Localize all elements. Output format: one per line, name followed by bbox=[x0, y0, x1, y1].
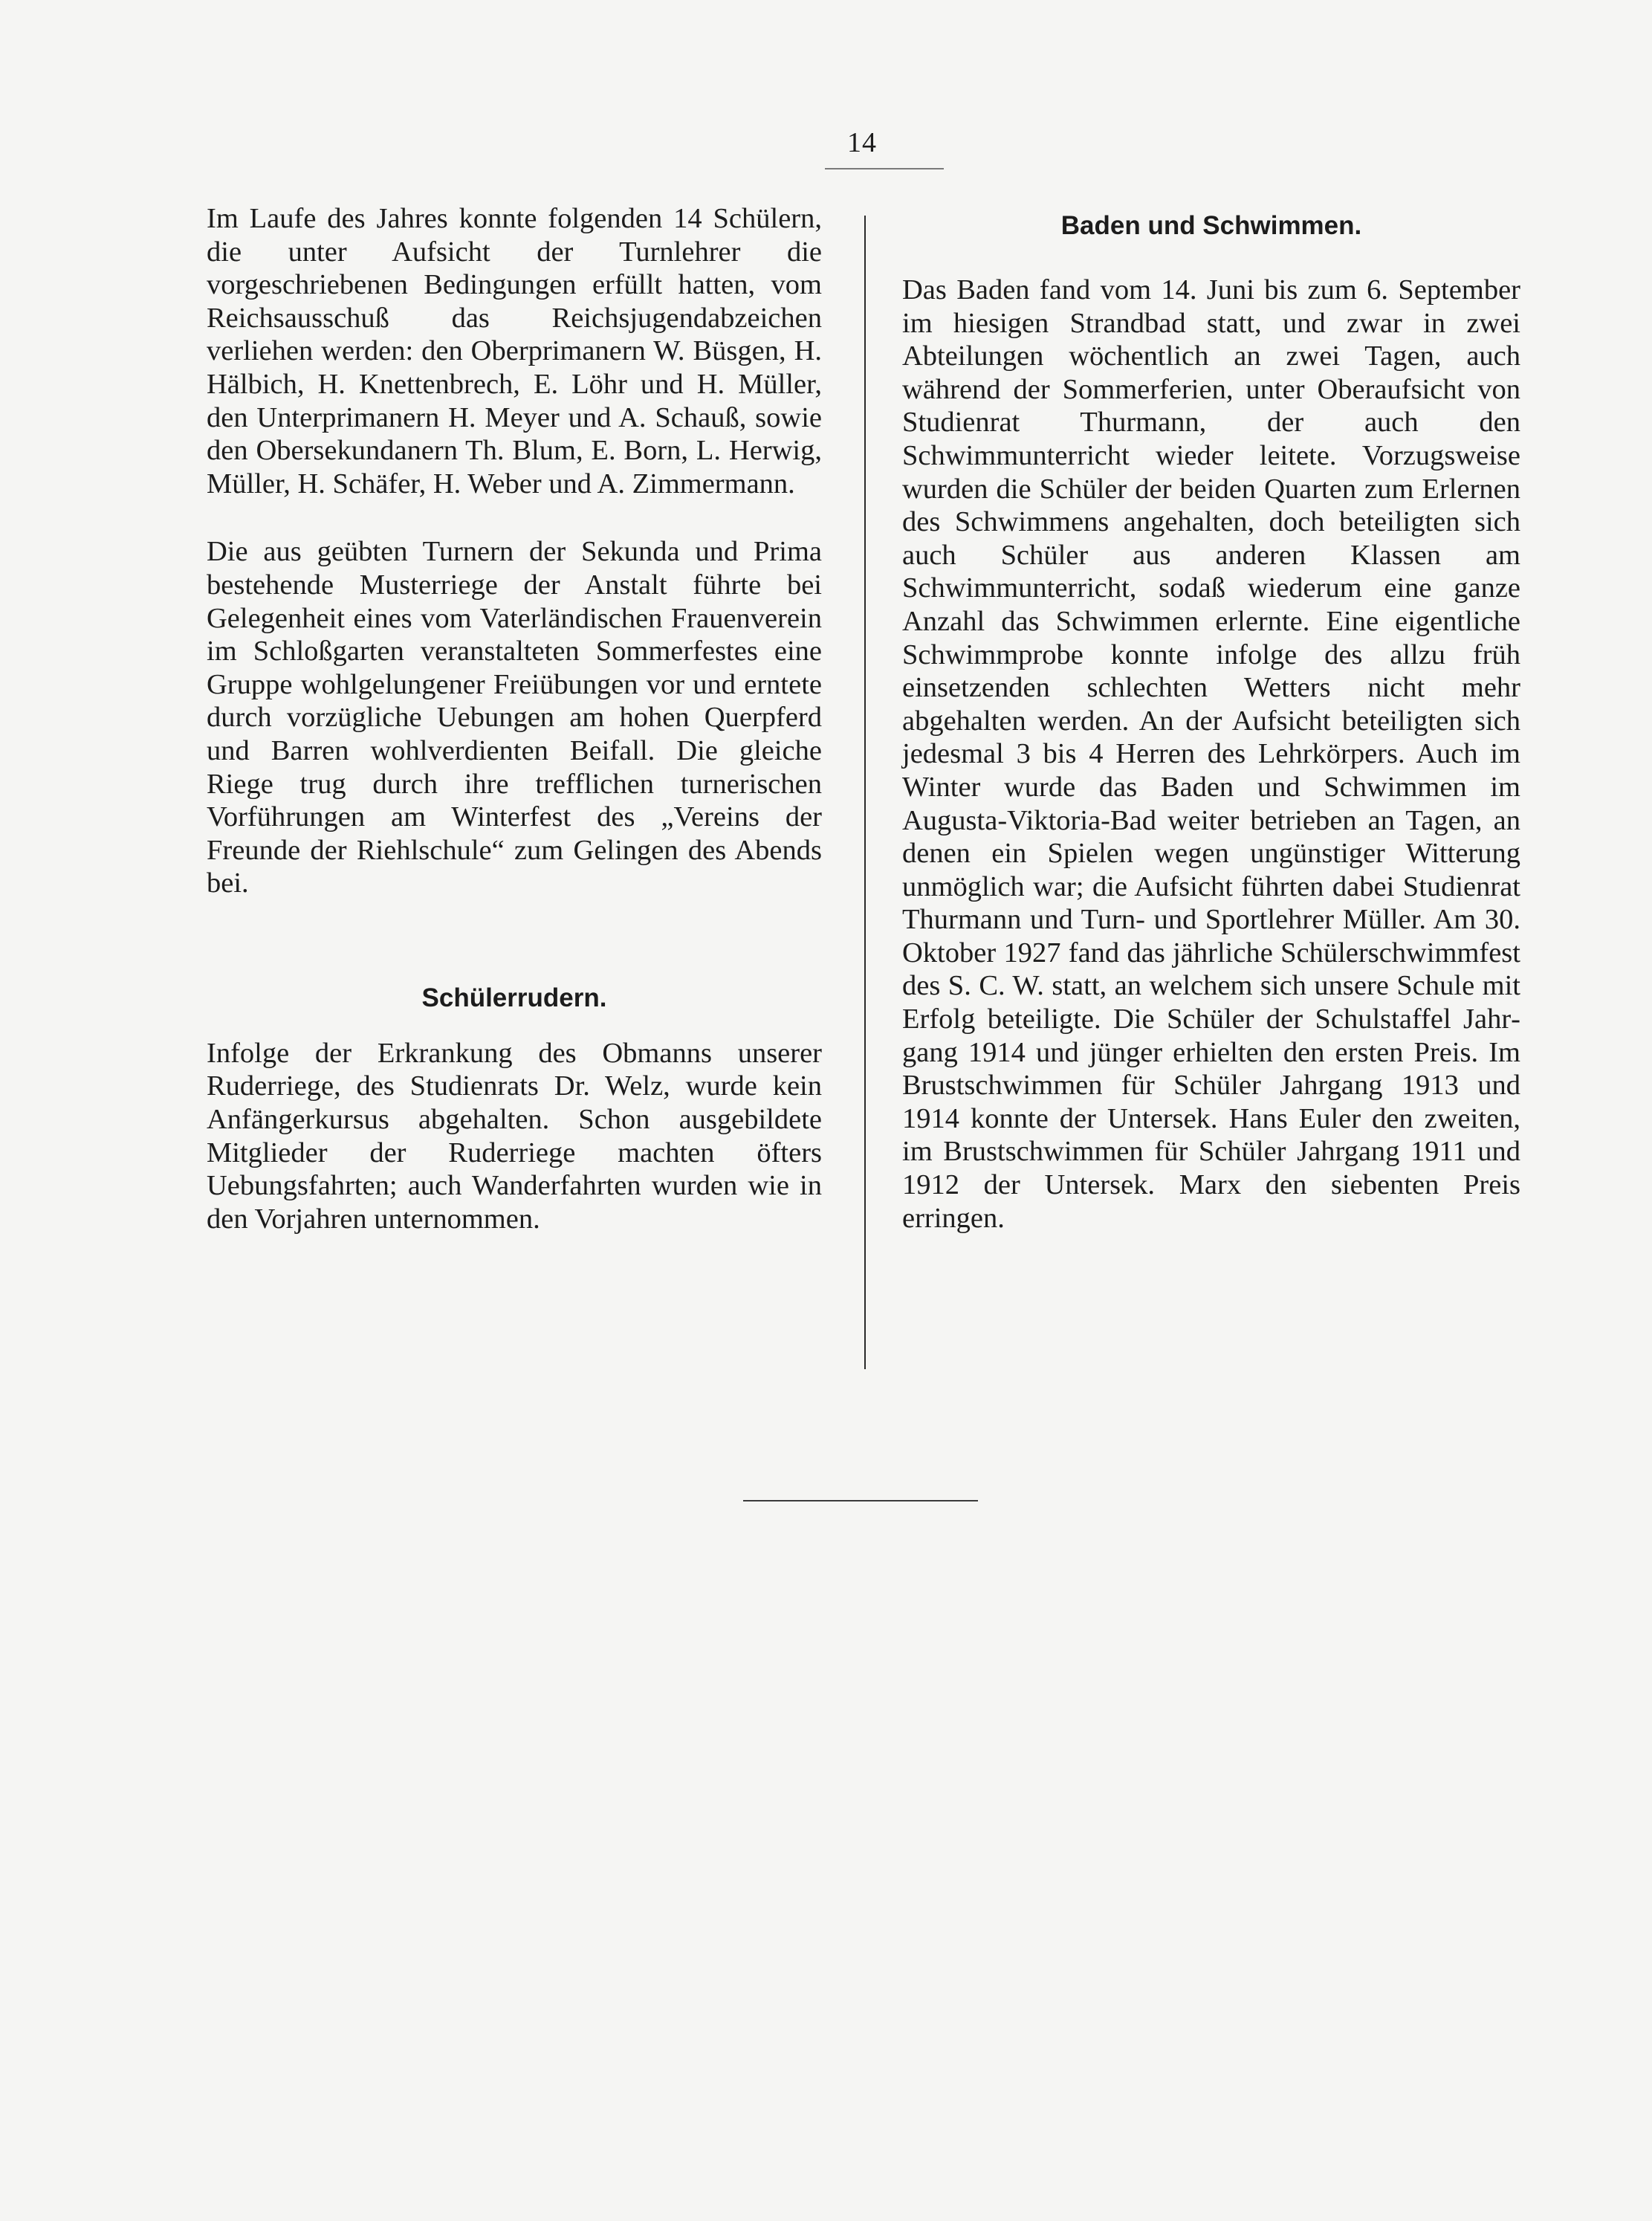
page-number-rule bbox=[825, 168, 944, 169]
rowing-paragraph: Infolge der Erkrankung des Obmanns unserer Ruderriege, des Studienrats Dr. Welz, wurde kein Anfängerkursus abgehalten. Schon ausgebildete Mitglieder der Ruderriege machten öfters Uebungsfahrten; auch Wanderfahrten wurden wie in den Vorjahren unternommen. bbox=[207, 1037, 822, 1235]
closing-rule bbox=[743, 1500, 978, 1501]
reichsjugendabzeichen-paragraph: Im Laufe des Jahres konnte folgenden 14 Schülern, die unter Aufsicht der Turnlehrer die vorgeschriebenen Bedingungen erfüllt hatten, vom Reichsausschuß das Reichsjugendabzeichen verliehen werden: den Oberprimanern W. Büsgen, H. Hälbich, H. Knettenbrech, E. Löhr und H. Müller, den Unterprimanern H. Meyer und A. Schauß, sowie den Obersekundanern Th. Blum, E. Born, L. Herwig, Müller, H. Schäfer, H. Weber und A. Zimmermann. bbox=[207, 203, 822, 500]
swimming-heading: Baden und Schwimmen. bbox=[1060, 211, 1362, 240]
page-number: 14 bbox=[847, 127, 877, 158]
column-divider bbox=[864, 216, 866, 1369]
left-column bbox=[207, 202, 822, 1235]
swimming-paragraph: Das Baden fand vom 14. Juni bis zum 6. September im hiesigen Strandbad statt, und zwar in zwei Abteilungen wöchentlich an zwei Tagen, auch während der Sommerferien, unter Oberaufsicht von Studienrat Thurmann, der auch den Schwimmunterricht wieder leitete. Vorzugsweise wurden die Schüler der beiden Quarten zum Erlernen des Schwimmens angehalten, doch beteiligten sich auch Schüler aus anderen Klassen am Schwimmunterricht, sodaß wiederum eine ganze Anzahl das Schwimmen erlernte. Eine eigentliche Schwimmprobe konnte infolge des allzu früh einsetzenden schlechten Wetters nicht mehr abgehalten werden. An der Aufsicht beteiligten sich jedesmal 3 bis 4 Herren des Lehrkörpers. Auch im Winter wurde das Baden und Schwimmen im Augusta-Viktoria-Bad weiter betrieben an Tagen, an denen ein Spielen wegen ungünstiger Witterung unmöglich war; die Aufsicht führten dabei Studienrat Thurmann und Turn- und Sportlehrer Müller. Am 30. Oktober 1927 fand das jährliche Schülerschwimmfest des S. C. W. statt, an welchem sich unsere Schule mit Erfolg beteiligte. Die Schüler der Schulstaffel Jahrgang 1914 und jünger erhielten den ersten Preis. Im Brustschwimmen für Schüler Jahrgang 1913 und 1914 konnte der Untersek. Hans Euler den zweiten, im Brustschwimmen für Schüler Jahrgang 1911 und 1912 der Untersek. Marx den siebenten Preis erringen. bbox=[902, 274, 1520, 1234]
rowing-heading: Schülerrudern. bbox=[421, 983, 607, 1012]
right-column bbox=[902, 210, 1520, 1235]
musterriege-paragraph: Die aus geübten Turnern der Sekunda und Prima bestehende Musterriege der Anstalt führte bei Gelegenheit eines vom Vaterländischen Frauenverein im Schloßgarten veranstalteten Sommerfestes eine Gruppe wohlgelungener Freiübungen vor und erntete durch vorzügliche Uebungen am hohen Querpferd und Barren wohlverdienten Beifall. Die gleiche Riege trug durch ihre trefflichen turnerischen Vorführungen am Winterfest des „Vereins der Freunde der Riehlschule“ zum Gelingen des Abends bei. bbox=[207, 536, 822, 899]
